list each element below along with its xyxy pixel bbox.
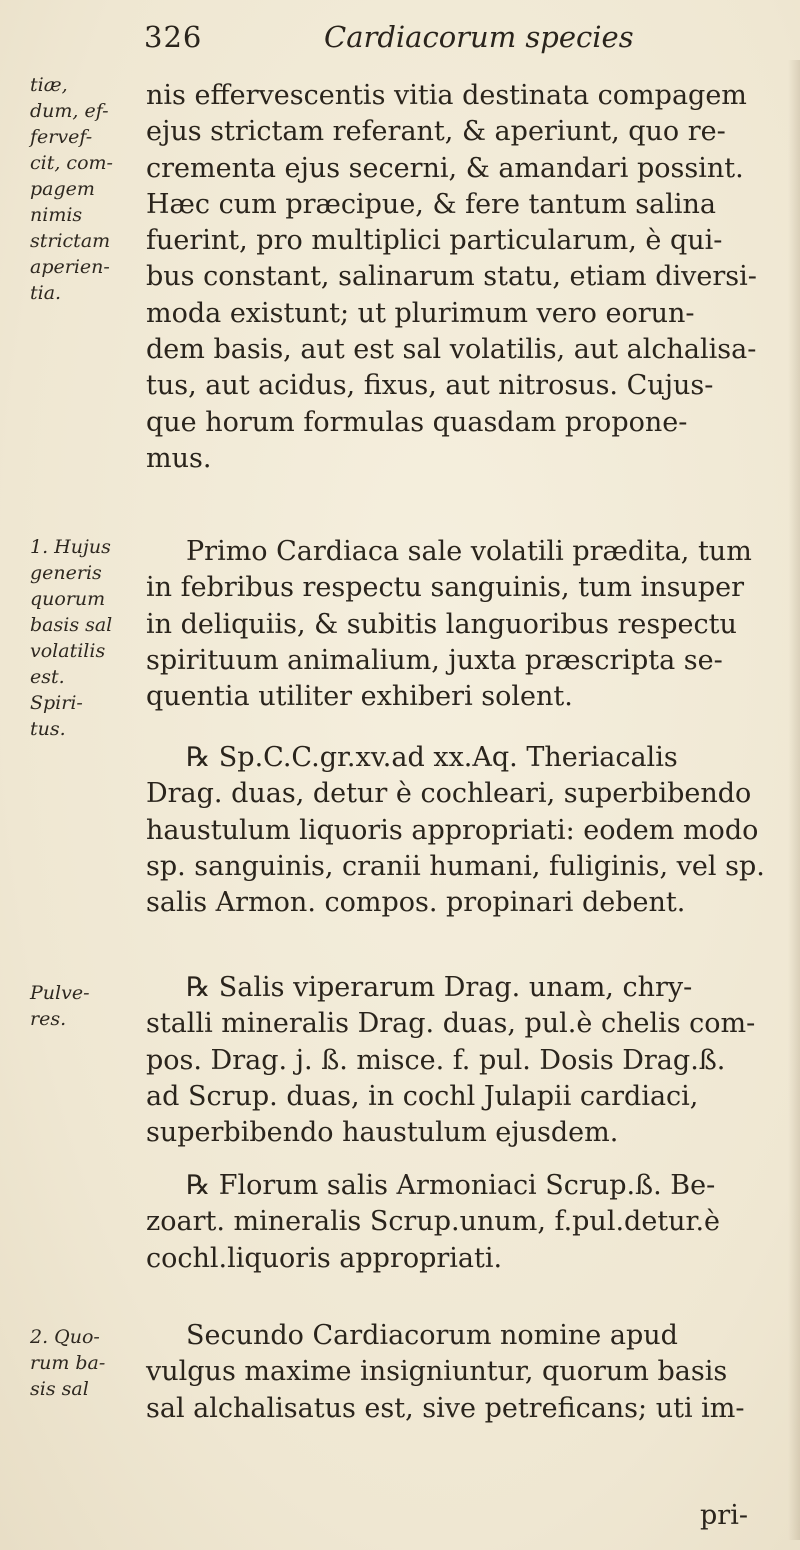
text-line: Drag. duas, detur è cochleari, superbibendo [146, 778, 752, 810]
margin-line: Pulve- [30, 982, 90, 1004]
text-line: nis effervescentis vitia destinata compagem [146, 80, 747, 111]
paragraph-3 [146, 1318, 786, 1427]
margin-line: tus. [30, 718, 66, 740]
text-line: superbibendo haustulum ejusdem. [146, 1117, 619, 1149]
margin-line: quorum [30, 588, 106, 610]
text-line: moda existunt; ut plurimum vero eorun- [146, 297, 695, 329]
text-line: Secundo Cardiacorum nomine apud [186, 1320, 678, 1351]
text-line: sp. sanguinis, cranii humani, fuliginis, vel sp. [146, 850, 765, 882]
text-line: cochl.liquoris appropriati. [146, 1242, 503, 1274]
text-line: crementa ejus secerni, & amandari possint. [146, 152, 744, 184]
text-line: dem basis, aut est sal volatilis, aut alchalisa- [146, 334, 757, 366]
text-line: vulgus maxime insigniuntur, quorum basis [146, 1356, 728, 1388]
paragraph-1 [146, 78, 786, 477]
paragraph-2 [146, 534, 786, 715]
text-line: salis Armon. compos. propinari debent. [146, 887, 686, 919]
margin-line: pagem [30, 178, 95, 200]
text-line: tus, aut acidus, fixus, aut nitrosus. Cujus- [146, 370, 714, 402]
margin-line: est. [30, 666, 65, 688]
margin-line: strictam [30, 230, 111, 252]
margin-line: fervef- [30, 126, 93, 148]
text-line: sal alchalisatus est, sive petreficans; uti im- [146, 1392, 745, 1424]
margin-line: dum, ef- [30, 100, 109, 122]
page-edge-shadow [788, 60, 800, 1540]
margin-note-2 [30, 534, 140, 742]
margin-line: basis sal [30, 614, 113, 636]
text-line: mus. [146, 442, 212, 474]
text-line: stalli mineralis Drag. duas, pul.è chelis com- [146, 1008, 756, 1040]
margin-note-4 [30, 1324, 140, 1402]
text-line: bus constant, salinarum statu, etiam diversi- [146, 261, 757, 293]
recipe-2 [146, 970, 786, 1151]
margin-line: 2. Quo- [30, 1326, 100, 1348]
running-title: Cardiacorum species [324, 20, 634, 54]
margin-line: generis [30, 562, 102, 584]
margin-line: cit, com- [30, 152, 113, 174]
text-line: ad Scrup. duas, in cochl Julapii cardiaci, [146, 1080, 699, 1112]
margin-line: aperien- [30, 256, 110, 278]
text-line: Primo Cardiaca sale volatili prædita, tum [186, 536, 752, 567]
recipe-1 [146, 740, 786, 921]
margin-line: Spiri- [30, 692, 83, 714]
text-line: pos. Drag. j. ß. misce. f. pul. Dosis Drag.ß. [146, 1044, 726, 1076]
text-line: quentia utiliter exhiberi solent. [146, 681, 573, 713]
margin-line: volatilis [30, 640, 106, 662]
text-line: in febribus respectu sanguinis, tum insuper [146, 572, 745, 604]
margin-line: res. [30, 1008, 67, 1030]
text-line: spirituum animalium, juxta præscripta se- [146, 644, 723, 676]
text-line: ℞ Sp.C.C.gr.xv.ad xx.Aq. Theriacalis [186, 742, 678, 773]
margin-note-1 [30, 72, 140, 306]
text-line: ℞ Salis viperarum Drag. unam, chry- [186, 972, 693, 1003]
margin-line: nimis [30, 204, 83, 226]
text-line: in deliquiis, & subitis languoribus respectu [146, 608, 737, 640]
text-line: haustulum liquoris appropriati: eodem modo [146, 814, 759, 846]
text-line: fuerint, pro multiplici particularum, è qui- [146, 225, 723, 257]
page-header [140, 20, 740, 60]
margin-line: tiæ, [30, 74, 68, 96]
recipe-3 [146, 1168, 786, 1277]
margin-line: 1. Hujus [30, 536, 111, 558]
text-line: ejus strictam referant, & aperiunt, quo re- [146, 116, 726, 148]
margin-line: sis sal [30, 1378, 89, 1400]
text-line: que horum formulas quasdam propone- [146, 406, 688, 438]
page-number: 326 [144, 20, 203, 54]
text-line: Hæc cum præcipue, & fere tantum salina [146, 188, 716, 220]
margin-line: tia. [30, 282, 62, 304]
text-line: ℞ Florum salis Armoniaci Scrup.ß. Be- [186, 1170, 716, 1201]
text-line: zoart. mineralis Scrup.unum, f.pul.detur.è [146, 1206, 721, 1238]
catchword: pri- [700, 1500, 748, 1531]
margin-note-3 [30, 980, 140, 1032]
margin-line: rum ba- [30, 1352, 106, 1374]
